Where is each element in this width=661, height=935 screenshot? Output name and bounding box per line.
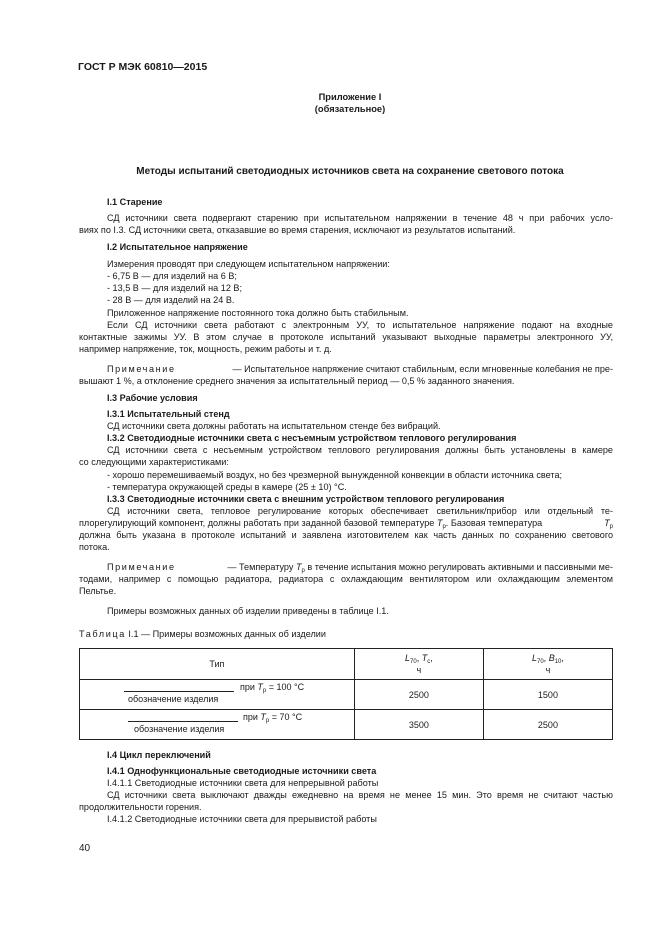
heading-i1: I.1 Старение: [107, 197, 163, 207]
paragraph-line: потока.: [79, 542, 110, 552]
appendix-title: Приложение I: [318, 92, 382, 102]
paragraph-line: Измерения проводят при следующем испытательном напряжении:: [107, 259, 390, 269]
note-line: Пельтье.: [79, 586, 117, 596]
paragraph-line: контактные зажимы УУ. В этом случае в протоколе испытаний указывают выходные параметры электронного УУ,: [79, 332, 613, 342]
note-label: Примечание: [107, 364, 176, 374]
list-item: - 6,75 В — для изделий на 6 В;: [107, 271, 237, 281]
blank-line: [124, 691, 234, 692]
paragraph-line: продолжительности горения.: [79, 802, 202, 812]
type-cell: при $T_p = 100$ °С обозначение изделия: [80, 680, 355, 710]
value-cell: 2500: [483, 710, 612, 740]
section-title: Методы испытаний светодиодных источников света на сохранение светового потока: [136, 166, 564, 177]
subheading-i411: I.4.1.1 Светодиодные источники света для непрерывной работы: [107, 778, 379, 788]
list-item: - хорошо перемешиваемый воздух, но без чрезмерной вынужденной конвекции в области источника света;: [107, 470, 563, 480]
table-caption: [79, 629, 326, 640]
note-line: Примечание — Температуру $T_p$ в течение испытания можно регулировать активными и пассивными ме-: [107, 562, 613, 577]
paragraph-line: СД источники света, тепловое регулирование которых обеспечивает светильник/прибор или отдельный те-: [107, 506, 613, 516]
paragraph-line: СД источники света подвергают старению при испытательном напряжении в течение 48 ч при рабочих усло-: [107, 213, 613, 223]
subheading-i412: I.4.1.2 Светодиодные источники света для прерывистой работы: [107, 814, 377, 824]
note-line: вышают 1 %, а отклонение среднего значения за испытательный период — 0,5 % заданного значения.: [79, 376, 515, 386]
paragraph-line: СД источники света выключают дважды ежедневно на время не менее 15 мин. Это время не считают частью: [107, 790, 613, 800]
list-item: - 13,5 В — для изделий на 12 В;: [107, 283, 242, 293]
table-row: [80, 710, 613, 740]
heading-i2: I.2 Испытательное напряжение: [107, 242, 248, 252]
paragraph-line: СД источники света должны работать на испытательном стенде без вибраций.: [107, 421, 441, 431]
paragraph-line: виях по I.3. СД источники света, отказавшие во время старения, исключают из результатов испытаний.: [79, 225, 516, 235]
value-cell: 2500: [354, 680, 483, 710]
value-cell: 1500: [483, 680, 612, 710]
heading-i31: I.3.1 Испытательный стенд: [107, 409, 230, 419]
product-data-table: [79, 648, 613, 740]
tp-symbol: T: [295, 562, 302, 572]
paragraph-line: Примеры возможных данных об изделии приведены в таблице I.1.: [107, 606, 389, 616]
paragraph-line: должна быть указана в протоколе испытаний и заявлена изготовителем как часть данных по сохранению светового: [79, 530, 613, 540]
standard-header: ГОСТ Р МЭК 60810—2015: [78, 61, 208, 73]
heading-i41: I.4.1 Однофункциональные светодиодные источники света: [107, 766, 377, 776]
column-header-l70-b10: $L_{70}$, $B_{10}$, ч: [483, 649, 612, 680]
heading-i3: I.3 Рабочие условия: [107, 393, 198, 403]
heading-i4: I.4 Цикл переключений: [107, 750, 211, 760]
tp-symbol: T: [436, 518, 443, 528]
note-label: Примечание: [107, 562, 176, 572]
blank-line: [128, 721, 238, 722]
table-header-row: [80, 649, 613, 680]
list-item: - температура окружающей среды в камере (25 ± 10) °С.: [107, 482, 347, 492]
paragraph-line: Приложенное напряжение постоянного тока должно быть стабильным.: [107, 308, 409, 318]
paragraph-line: со следующими характеристиками:: [79, 457, 229, 467]
page-number: 40: [79, 843, 91, 854]
column-header-l70-tc: $L_{70}$, $T_c$, ч: [354, 649, 483, 680]
note-line: тодами, например с помощью радиатора, радиатора с охлаждающим вентилятором или охлаждающим элементом: [79, 574, 613, 584]
list-item: - 28 В — для изделий на 24 В.: [107, 295, 235, 305]
heading-i33: I.3.3 Светодиодные источники света с внешним устройством теплового регулирования: [107, 494, 505, 504]
table-caption-label: Таблица: [79, 629, 126, 639]
column-header-type: Тип: [80, 649, 355, 680]
heading-i32: I.3.2 Светодиодные источники света с несъемным устройством теплового регулирования: [107, 433, 517, 443]
appendix-status: (обязательное): [314, 104, 386, 114]
paragraph-line: СД источники света с несъемным устройством теплового регулирования должны быть установлены в камере: [107, 445, 613, 455]
table-row: [80, 680, 613, 710]
note-line: [107, 364, 613, 375]
paragraph-line: Если СД источники света работают с электронным УУ, то испытательное напряжение подают на входные: [107, 320, 613, 330]
paragraph-line: плорегулирующий компонент, должны работать при заданной базовой температуре $T_p$. Базовая температура $T_p$: [79, 518, 613, 530]
paragraph-line: например напряжение, ток, мощность, режим работы и т. д.: [79, 344, 332, 354]
note-text: — Испытательное напряжение считают стабильным, если мгновенные колебания не пре-: [232, 364, 613, 374]
table-caption-text: I.1 — Примеры возможных данных об изделии: [128, 629, 326, 639]
type-cell: при $T_p = 70$ °С обозначение изделия: [80, 710, 355, 740]
value-cell: 3500: [354, 710, 483, 740]
tp-symbol: T: [604, 518, 610, 528]
